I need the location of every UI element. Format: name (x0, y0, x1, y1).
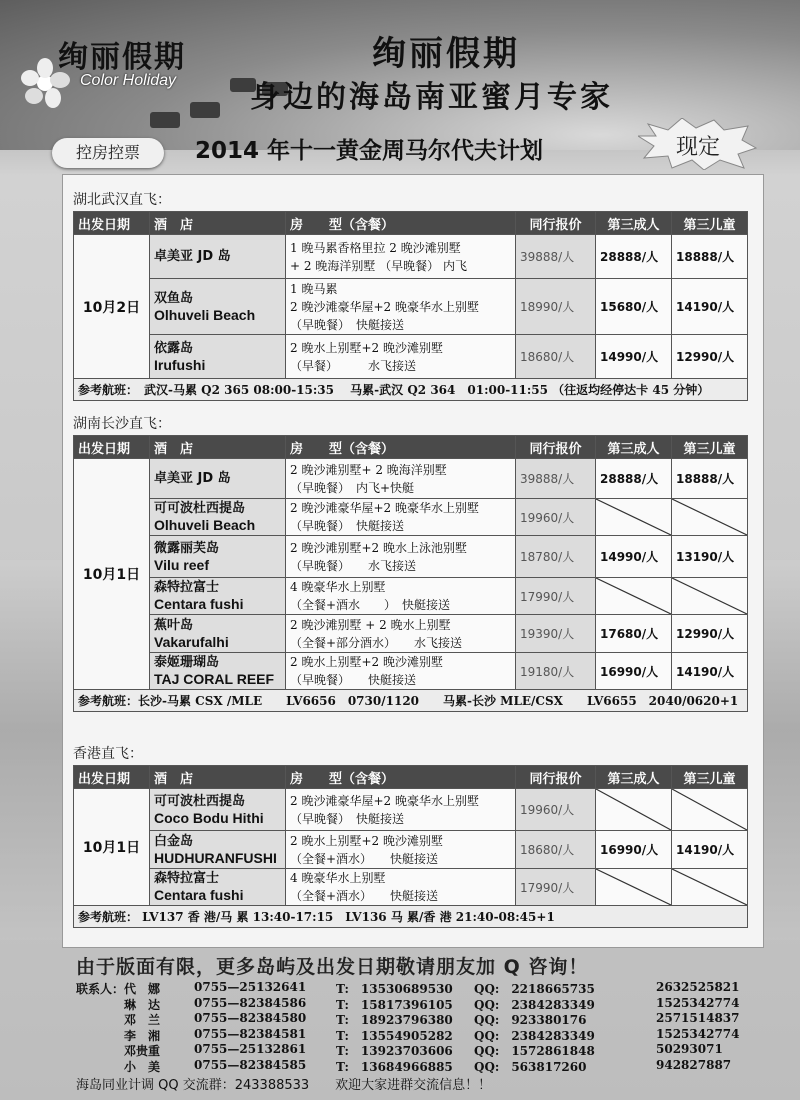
room-line: （早晚餐） 快艇接送 (290, 317, 405, 332)
contact-name: 邓 兰 (124, 1013, 161, 1027)
empty-price-cell (672, 789, 748, 831)
empty-price-cell (672, 499, 748, 536)
table-header-row (74, 766, 748, 789)
room-line: 2 晚沙滩别墅+2 晚水上泳池别墅 (290, 540, 467, 555)
third-adult-price: 15680/人 (596, 279, 672, 335)
room-line: （早晚餐） 快艇接送 (290, 811, 405, 826)
third-child-price: 14190/人 (672, 279, 748, 335)
column-header: 房 型（含餐） (286, 212, 516, 235)
column-header: 房 型（含餐） (286, 766, 516, 789)
hotel-name: 白金岛 (154, 833, 194, 849)
column-header: 出发日期 (74, 766, 150, 789)
third-child-price: 13190/人 (672, 536, 748, 578)
room-line: （全餐+部分酒水） 水飞接送 (290, 635, 463, 650)
room-cell (286, 653, 516, 690)
peer-price: 19390/人 (516, 615, 596, 653)
hotel-cell (150, 615, 286, 653)
peer-price: 18780/人 (516, 536, 596, 578)
contact-qq: QQ: 563817260 (474, 1059, 587, 1074)
hotel-cell (150, 536, 286, 578)
hotel-name: 微露丽芙岛 (154, 540, 220, 556)
contact-phone: 0755—82384586 (194, 995, 307, 1010)
hotel-cell (150, 653, 286, 690)
contact-row (76, 996, 776, 1012)
third-child-price: 12990/人 (672, 335, 748, 379)
contact-mobile: T: 18923796380 (336, 1013, 453, 1027)
peer-price: 18680/人 (516, 831, 596, 869)
contact-phone: 0755—25132641 (194, 980, 307, 994)
contact-mobile: T: 13554905282 (336, 1028, 453, 1043)
room-line: 2 晚沙滩豪华屋+2 晚豪华水上别墅 (290, 299, 479, 314)
flight-info: 参考航班：长沙-马累 CSX /MLE LV6656 0730/1120 马累-长沙 MLE/CSX LV6655 2040/0620+1 (74, 690, 748, 712)
content-panel (62, 174, 764, 948)
logo-text-cn: 绚丽假期 (58, 40, 186, 75)
column-header: 第三儿童 (672, 766, 748, 789)
third-adult-price: 17680/人 (596, 615, 672, 653)
table-row (74, 279, 748, 335)
peer-price: 17990/人 (516, 869, 596, 906)
departure-date: 10月2日 (74, 235, 150, 379)
contact-qq: QQ: 2384283349 (474, 997, 595, 1012)
hotel-cell (150, 279, 286, 335)
badge-right-text: 现定 (676, 135, 721, 160)
brand-title: 绚丽假期 (372, 34, 520, 74)
badge-left: 控房控票 (52, 138, 164, 168)
column-header: 同行报价 (516, 766, 596, 789)
third-adult-price: 28888/人 (596, 459, 672, 499)
room-line: （全餐+酒水 ） 快艇接送 (290, 598, 451, 612)
table-row (74, 578, 748, 615)
room-cell (286, 615, 516, 653)
starburst-badge (638, 118, 758, 170)
contact-qq-alt: 50293071 (656, 1042, 723, 1056)
room-line: （全餐+酒水） 快艇接送 (290, 851, 439, 866)
third-child-price: 18888/人 (672, 235, 748, 279)
notice-text: 由于版面有限，更多岛屿及出发日期敬请朋友加 Q 咨询！ (76, 956, 589, 978)
contact-qq-alt: 1525342774 (656, 1026, 740, 1041)
contact-name: 代 娜 (124, 982, 161, 996)
room-line: （全餐+酒水） 快艇接送 (290, 889, 439, 903)
contact-phone: 0755—25132861 (194, 1042, 307, 1056)
itinerary-table (73, 765, 748, 928)
room-cell (286, 536, 516, 578)
contact-row (76, 1011, 776, 1027)
hotel-name-en: Centara fushi (154, 887, 244, 903)
water-villa-shape (150, 112, 180, 128)
contact-qq-alt: 2571514837 (656, 1011, 740, 1025)
itinerary-table (73, 435, 748, 712)
flight-row (74, 379, 748, 401)
empty-price-cell (596, 869, 672, 906)
room-cell (286, 789, 516, 831)
contact-qq-alt: 942827887 (656, 1057, 732, 1072)
hotel-cell (150, 459, 286, 499)
contact-row (76, 1058, 776, 1074)
room-line: （早晚餐） 内飞+快艇 (290, 480, 415, 495)
third-adult-price: 28888/人 (596, 235, 672, 279)
table-row (74, 536, 748, 578)
room-line: （早晚餐） 快艇接送 (290, 673, 417, 687)
third-child-price: 14190/人 (672, 653, 748, 690)
contact-qq-alt: 2632525821 (656, 980, 740, 994)
contact-row (76, 1042, 776, 1058)
table-row (74, 459, 748, 499)
footer-text: 海岛同业计调 QQ 交流群：243388533 欢迎大家进群交流信息！！ (76, 1078, 492, 1093)
contacts-block (76, 980, 776, 1073)
table-row (74, 335, 748, 379)
table-header-row (74, 212, 748, 235)
room-line: （早餐） 水飞接送 (290, 358, 417, 373)
hotel-name-en: Irufushi (154, 356, 206, 373)
hotel-name-en: Olhuveli Beach (154, 306, 256, 323)
room-cell (286, 499, 516, 536)
contact-mobile: T: 13684966885 (336, 1059, 453, 1074)
hotel-name: 泰姬珊瑚岛 (154, 655, 220, 670)
departure-date: 10月1日 (74, 789, 150, 906)
hotel-name-en: TAJ CORAL REEF (154, 671, 275, 687)
peer-price: 39888/人 (516, 459, 596, 499)
third-child-price: 14190/人 (672, 831, 748, 869)
room-line: 2 晚水上别墅+2 晚沙滩别墅 (290, 340, 443, 355)
peer-price: 19180/人 (516, 653, 596, 690)
contact-qq: QQ: 923380176 (474, 1013, 587, 1027)
peer-price: 17990/人 (516, 578, 596, 615)
room-cell (286, 459, 516, 499)
room-cell (286, 279, 516, 335)
peer-price: 39888/人 (516, 235, 596, 279)
hotel-name: 可可波杜西提岛 (154, 501, 246, 516)
column-header: 酒 店 (150, 212, 286, 235)
third-adult-price: 16990/人 (596, 653, 672, 690)
column-header: 第三儿童 (672, 212, 748, 235)
empty-price-cell (596, 578, 672, 615)
table-row (74, 789, 748, 831)
column-header: 第三儿童 (672, 436, 748, 459)
region-heading: 香港直飞： (73, 746, 143, 762)
table-row (74, 499, 748, 536)
hotel-cell (150, 335, 286, 379)
hotel-name-en: Centara fushi (154, 596, 244, 612)
table-row (74, 235, 748, 279)
room-cell (286, 335, 516, 379)
empty-price-cell (596, 499, 672, 536)
third-adult-price: 14990/人 (596, 536, 672, 578)
contact-qq-alt: 1525342774 (656, 995, 740, 1010)
room-line: 4 晚豪华水上别墅 (290, 871, 386, 885)
table-row (74, 831, 748, 869)
brand-slogan: 身边的海岛南亚蜜月专家 (250, 80, 613, 115)
third-child-price: 18888/人 (672, 459, 748, 499)
column-header: 第三成人 (596, 212, 672, 235)
flight-row (74, 690, 748, 712)
column-header: 同行报价 (516, 436, 596, 459)
third-adult-price: 14990/人 (596, 335, 672, 379)
hotel-name-en: HUDHURANFUSHI (154, 849, 277, 866)
contact-phone: 0755—82384581 (194, 1026, 307, 1041)
room-line: 2 晚沙滩别墅+ 2 晚海洋别墅 (290, 462, 447, 477)
page-title: 2014 年十一黄金周马尔代夫计划 (195, 138, 544, 164)
third-adult-price: 16990/人 (596, 831, 672, 869)
room-line: 2 晚水上别墅+2 晚沙滩别墅 (290, 655, 443, 669)
contact-qq: QQ: 2384283349 (474, 1028, 595, 1043)
hotel-name: 双鱼岛 (154, 290, 194, 306)
empty-price-cell (672, 578, 748, 615)
contact-name: 小 美 (124, 1059, 161, 1074)
hotel-name: 蕉叶岛 (154, 617, 194, 633)
column-header: 酒 店 (150, 436, 286, 459)
flight-info: 参考航班： 武汉-马累 Q2 365 08:00-15:35 马累-武汉 Q2 364 01:00-11:55 （往返均经停达卡 45 分钟） (74, 379, 748, 401)
empty-price-cell (596, 789, 672, 831)
column-header: 同行报价 (516, 212, 596, 235)
hotel-cell (150, 578, 286, 615)
hotel-name: 依露岛 (154, 340, 194, 356)
table-row (74, 653, 748, 690)
room-line: + 2 晚海洋别墅 （早晚餐） 内飞 (290, 258, 467, 273)
room-line: 1 晚马累香格里拉 2 晚沙滩别墅 (290, 240, 461, 255)
table-header-row (74, 436, 748, 459)
room-cell (286, 869, 516, 906)
room-line: （早晚餐） 水飞接送 (290, 558, 417, 573)
departure-date: 10月1日 (74, 459, 150, 690)
room-cell (286, 235, 516, 279)
hotel-name: 森特拉富士 (154, 871, 220, 886)
brand-logo (20, 28, 220, 108)
contact-name: 邓贵重 (124, 1044, 161, 1058)
hotel-name-en: Vilu reef (154, 556, 209, 573)
contact-mobile: T: 13530689530 (336, 982, 453, 996)
hotel-cell (150, 499, 286, 536)
table-row (74, 869, 748, 906)
contact-phone: 0755—82384585 (194, 1057, 307, 1072)
hotel-cell (150, 789, 286, 831)
hotel-name: 卓美亚 JD 岛 (154, 471, 231, 486)
empty-price-cell (672, 869, 748, 906)
room-line: （早晚餐） 快艇接送 (290, 519, 405, 533)
peer-price: 18680/人 (516, 335, 596, 379)
room-line: 1 晚马累 (290, 281, 338, 296)
room-line: 2 晚水上别墅+2 晚沙滩别墅 (290, 833, 443, 848)
hotel-cell (150, 831, 286, 869)
room-line: 4 晚豪华水上别墅 (290, 580, 386, 594)
room-line: 2 晚沙滩别墅 + 2 晚水上别墅 (290, 617, 451, 632)
contact-mobile: T: 13923703606 (336, 1044, 453, 1058)
room-cell (286, 831, 516, 869)
column-header: 第三成人 (596, 436, 672, 459)
contact-qq: QQ: 2218665735 (474, 982, 595, 996)
logo-text-en: Color Holiday (80, 72, 177, 89)
contact-qq: QQ: 1572861848 (474, 1044, 595, 1058)
hotel-name: 可可波杜西提岛 (154, 793, 246, 809)
hotel-cell (150, 235, 286, 279)
column-header: 房 型（含餐） (286, 436, 516, 459)
third-child-price: 12990/人 (672, 615, 748, 653)
hotel-name-en: Olhuveli Beach (154, 517, 256, 533)
contact-row (76, 980, 776, 996)
room-line: 2 晚沙滩豪华屋+2 晚豪华水上别墅 (290, 793, 479, 808)
contact-name: 李 湘 (124, 1028, 161, 1043)
column-header: 酒 店 (150, 766, 286, 789)
flight-row (74, 906, 748, 928)
hotel-name: 森特拉富士 (154, 580, 220, 595)
column-header: 出发日期 (74, 212, 150, 235)
room-cell (286, 578, 516, 615)
flight-info: 参考航班： LV137 香 港/马 累 13:40-17:15 LV136 马 累/香 港 21:40-08:45+1 (74, 906, 748, 928)
contacts-label: 联系人： (76, 982, 125, 996)
hotel-name-en: Vakarufalhi (154, 633, 229, 650)
itinerary-table (73, 211, 748, 401)
contact-phone: 0755—82384580 (194, 1011, 307, 1025)
peer-price: 19960/人 (516, 499, 596, 536)
contact-mobile: T: 15817396105 (336, 997, 453, 1012)
column-header: 出发日期 (74, 436, 150, 459)
region-heading: 湖北武汉直飞： (73, 192, 171, 208)
hotel-name-en: Coco Bodu Hithi (154, 809, 264, 826)
peer-price: 19960/人 (516, 789, 596, 831)
contact-row (76, 1027, 776, 1043)
column-header: 第三成人 (596, 766, 672, 789)
region-heading: 湖南长沙直飞： (73, 416, 171, 432)
peer-price: 18990/人 (516, 279, 596, 335)
contact-name: 琳 达 (124, 997, 161, 1012)
hotel-cell (150, 869, 286, 906)
room-line: 2 晚沙滩豪华屋+2 晚豪华水上别墅 (290, 501, 479, 515)
table-row (74, 615, 748, 653)
hotel-name: 卓美亚 JD 岛 (154, 249, 231, 264)
